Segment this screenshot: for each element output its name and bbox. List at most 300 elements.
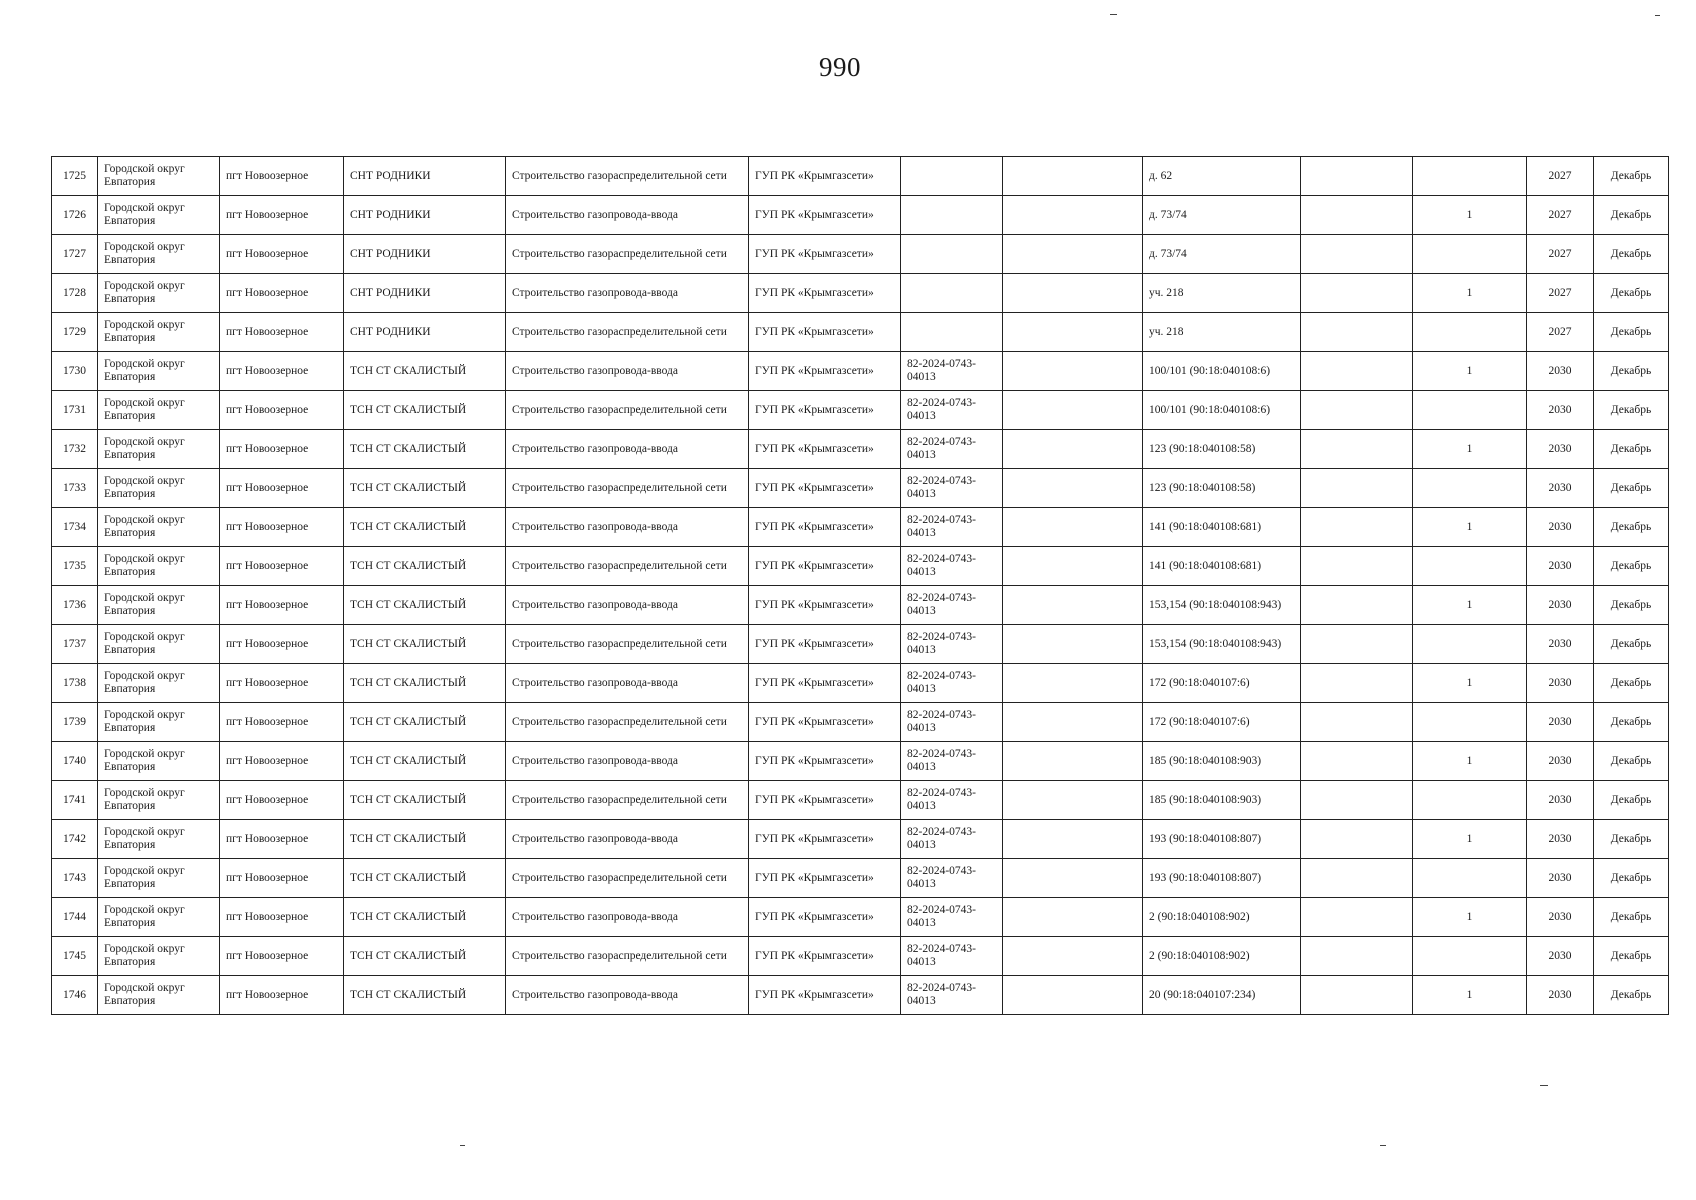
table-row (52, 235, 1669, 274)
address-cell: 20 (90:18:040107:234) (1143, 976, 1301, 1015)
quantity-cell (1413, 781, 1527, 820)
table-row (52, 976, 1669, 1015)
settlement-cell: пгт Новоозерное (220, 859, 344, 898)
quantity-cell: 1 (1413, 586, 1527, 625)
extra-cell (1003, 235, 1143, 274)
district-cell: Городской округ Евпатория (98, 196, 220, 235)
registration-number-cell: 82-2024-0743-04013 (901, 742, 1003, 781)
district-cell: Городской округ Евпатория (98, 430, 220, 469)
address-cell: 193 (90:18:040108:807) (1143, 859, 1301, 898)
work-type-cell: Строительство газораспределительной сети (506, 703, 749, 742)
table-row (52, 274, 1669, 313)
quantity-cell (1413, 391, 1527, 430)
work-type-cell: Строительство газопровода-ввода (506, 430, 749, 469)
month-cell: Декабрь (1594, 625, 1669, 664)
year-cell: 2027 (1527, 157, 1594, 196)
district-cell: Городской округ Евпатория (98, 469, 220, 508)
executor-cell: ГУП РК «Крымгазсети» (749, 157, 901, 196)
blank-cell (1301, 976, 1413, 1015)
extra-cell (1003, 664, 1143, 703)
quantity-cell: 1 (1413, 430, 1527, 469)
settlement-cell: пгт Новоозерное (220, 781, 344, 820)
district-cell: Городской округ Евпатория (98, 976, 220, 1015)
year-cell: 2030 (1527, 469, 1594, 508)
executor-cell: ГУП РК «Крымгазсети» (749, 274, 901, 313)
executor-cell: ГУП РК «Крымгазсети» (749, 430, 901, 469)
blank-cell (1301, 313, 1413, 352)
address-cell: 185 (90:18:040108:903) (1143, 781, 1301, 820)
registration-number-cell: 82-2024-0743-04013 (901, 430, 1003, 469)
extra-cell (1003, 781, 1143, 820)
executor-cell: ГУП РК «Крымгазсети» (749, 898, 901, 937)
blank-cell (1301, 898, 1413, 937)
district-cell: Городской округ Евпатория (98, 508, 220, 547)
organization-cell: ТСН СТ СКАЛИСТЫЙ (344, 547, 506, 586)
blank-cell (1301, 196, 1413, 235)
scan-speck (1380, 1145, 1386, 1146)
table-row (52, 781, 1669, 820)
district-cell: Городской округ Евпатория (98, 664, 220, 703)
year-cell: 2030 (1527, 352, 1594, 391)
settlement-cell: пгт Новоозерное (220, 469, 344, 508)
extra-cell (1003, 352, 1143, 391)
month-cell: Декабрь (1594, 859, 1669, 898)
settlement-cell: пгт Новоозерное (220, 898, 344, 937)
quantity-cell (1413, 625, 1527, 664)
quantity-cell: 1 (1413, 820, 1527, 859)
organization-cell: ТСН СТ СКАЛИСТЫЙ (344, 586, 506, 625)
organization-cell: ТСН СТ СКАЛИСТЫЙ (344, 469, 506, 508)
extra-cell (1003, 742, 1143, 781)
table-row (52, 703, 1669, 742)
row-number-cell: 1726 (52, 196, 98, 235)
row-number-cell: 1736 (52, 586, 98, 625)
table-row (52, 508, 1669, 547)
executor-cell: ГУП РК «Крымгазсети» (749, 781, 901, 820)
registration-number-cell (901, 157, 1003, 196)
blank-cell (1301, 664, 1413, 703)
district-cell: Городской округ Евпатория (98, 898, 220, 937)
organization-cell: СНТ РОДНИКИ (344, 235, 506, 274)
blank-cell (1301, 274, 1413, 313)
extra-cell (1003, 625, 1143, 664)
extra-cell (1003, 547, 1143, 586)
district-cell: Городской округ Евпатория (98, 859, 220, 898)
table-row (52, 820, 1669, 859)
registration-number-cell: 82-2024-0743-04013 (901, 547, 1003, 586)
year-cell: 2030 (1527, 508, 1594, 547)
month-cell: Декабрь (1594, 508, 1669, 547)
month-cell: Декабрь (1594, 157, 1669, 196)
table-row (52, 352, 1669, 391)
executor-cell: ГУП РК «Крымгазсети» (749, 352, 901, 391)
table-row (52, 625, 1669, 664)
registration-number-cell: 82-2024-0743-04013 (901, 508, 1003, 547)
organization-cell: СНТ РОДНИКИ (344, 157, 506, 196)
organization-cell: СНТ РОДНИКИ (344, 313, 506, 352)
settlement-cell: пгт Новоозерное (220, 352, 344, 391)
district-cell: Городской округ Евпатория (98, 157, 220, 196)
registration-number-cell: 82-2024-0743-04013 (901, 391, 1003, 430)
organization-cell: ТСН СТ СКАЛИСТЫЙ (344, 859, 506, 898)
row-number-cell: 1728 (52, 274, 98, 313)
address-cell: д. 62 (1143, 157, 1301, 196)
executor-cell: ГУП РК «Крымгазсети» (749, 703, 901, 742)
month-cell: Декабрь (1594, 898, 1669, 937)
month-cell: Декабрь (1594, 703, 1669, 742)
organization-cell: ТСН СТ СКАЛИСТЫЙ (344, 664, 506, 703)
month-cell: Декабрь (1594, 469, 1669, 508)
row-number-cell: 1727 (52, 235, 98, 274)
extra-cell (1003, 313, 1143, 352)
blank-cell (1301, 703, 1413, 742)
quantity-cell (1413, 313, 1527, 352)
row-number-cell: 1738 (52, 664, 98, 703)
registration-number-cell: 82-2024-0743-04013 (901, 976, 1003, 1015)
work-type-cell: Строительство газопровода-ввода (506, 898, 749, 937)
district-cell: Городской округ Евпатория (98, 274, 220, 313)
row-number-cell: 1740 (52, 742, 98, 781)
address-cell: 153,154 (90:18:040108:943) (1143, 625, 1301, 664)
table-body (52, 157, 1669, 1015)
address-cell: д. 73/74 (1143, 235, 1301, 274)
year-cell: 2030 (1527, 937, 1594, 976)
scan-speck (1655, 15, 1660, 16)
registry-table (51, 156, 1669, 1015)
month-cell: Декабрь (1594, 352, 1669, 391)
blank-cell (1301, 508, 1413, 547)
executor-cell: ГУП РК «Крымгазсети» (749, 742, 901, 781)
registration-number-cell: 82-2024-0743-04013 (901, 781, 1003, 820)
row-number-cell: 1742 (52, 820, 98, 859)
quantity-cell: 1 (1413, 976, 1527, 1015)
extra-cell (1003, 586, 1143, 625)
quantity-cell: 1 (1413, 664, 1527, 703)
organization-cell: ТСН СТ СКАЛИСТЫЙ (344, 508, 506, 547)
executor-cell: ГУП РК «Крымгазсети» (749, 937, 901, 976)
work-type-cell: Строительство газораспределительной сети (506, 391, 749, 430)
district-cell: Городской округ Евпатория (98, 937, 220, 976)
blank-cell (1301, 820, 1413, 859)
organization-cell: ТСН СТ СКАЛИСТЫЙ (344, 742, 506, 781)
extra-cell (1003, 937, 1143, 976)
table-row (52, 742, 1669, 781)
district-cell: Городской округ Евпатория (98, 352, 220, 391)
settlement-cell: пгт Новоозерное (220, 625, 344, 664)
extra-cell (1003, 157, 1143, 196)
registration-number-cell: 82-2024-0743-04013 (901, 625, 1003, 664)
executor-cell: ГУП РК «Крымгазсети» (749, 313, 901, 352)
registration-number-cell (901, 274, 1003, 313)
registration-number-cell: 82-2024-0743-04013 (901, 586, 1003, 625)
extra-cell (1003, 898, 1143, 937)
district-cell: Городской округ Евпатория (98, 742, 220, 781)
settlement-cell: пгт Новоозерное (220, 274, 344, 313)
row-number-cell: 1741 (52, 781, 98, 820)
quantity-cell: 1 (1413, 274, 1527, 313)
work-type-cell: Строительство газораспределительной сети (506, 625, 749, 664)
year-cell: 2030 (1527, 820, 1594, 859)
executor-cell: ГУП РК «Крымгазсети» (749, 235, 901, 274)
organization-cell: ТСН СТ СКАЛИСТЫЙ (344, 352, 506, 391)
quantity-cell (1413, 937, 1527, 976)
district-cell: Городской округ Евпатория (98, 235, 220, 274)
extra-cell (1003, 859, 1143, 898)
month-cell: Декабрь (1594, 391, 1669, 430)
executor-cell: ГУП РК «Крымгазсети» (749, 625, 901, 664)
year-cell: 2030 (1527, 898, 1594, 937)
row-number-cell: 1725 (52, 157, 98, 196)
blank-cell (1301, 859, 1413, 898)
month-cell: Декабрь (1594, 820, 1669, 859)
quantity-cell (1413, 235, 1527, 274)
settlement-cell: пгт Новоозерное (220, 742, 344, 781)
organization-cell: ТСН СТ СКАЛИСТЫЙ (344, 937, 506, 976)
month-cell: Декабрь (1594, 430, 1669, 469)
year-cell: 2030 (1527, 391, 1594, 430)
blank-cell (1301, 235, 1413, 274)
month-cell: Декабрь (1594, 937, 1669, 976)
registration-number-cell: 82-2024-0743-04013 (901, 469, 1003, 508)
organization-cell: ТСН СТ СКАЛИСТЫЙ (344, 625, 506, 664)
year-cell: 2030 (1527, 703, 1594, 742)
row-number-cell: 1734 (52, 508, 98, 547)
registration-number-cell: 82-2024-0743-04013 (901, 937, 1003, 976)
year-cell: 2030 (1527, 781, 1594, 820)
table-row (52, 664, 1669, 703)
work-type-cell: Строительство газопровода-ввода (506, 664, 749, 703)
registration-number-cell: 82-2024-0743-04013 (901, 859, 1003, 898)
extra-cell (1003, 430, 1143, 469)
address-cell: 141 (90:18:040108:681) (1143, 547, 1301, 586)
extra-cell (1003, 976, 1143, 1015)
district-cell: Городской округ Евпатория (98, 313, 220, 352)
row-number-cell: 1745 (52, 937, 98, 976)
row-number-cell: 1732 (52, 430, 98, 469)
year-cell: 2027 (1527, 313, 1594, 352)
year-cell: 2030 (1527, 859, 1594, 898)
blank-cell (1301, 781, 1413, 820)
quantity-cell: 1 (1413, 742, 1527, 781)
year-cell: 2027 (1527, 196, 1594, 235)
district-cell: Городской округ Евпатория (98, 586, 220, 625)
address-cell: 141 (90:18:040108:681) (1143, 508, 1301, 547)
address-cell: уч. 218 (1143, 274, 1301, 313)
row-number-cell: 1746 (52, 976, 98, 1015)
extra-cell (1003, 196, 1143, 235)
registration-number-cell: 82-2024-0743-04013 (901, 898, 1003, 937)
work-type-cell: Строительство газораспределительной сети (506, 937, 749, 976)
month-cell: Декабрь (1594, 976, 1669, 1015)
quantity-cell: 1 (1413, 898, 1527, 937)
address-cell: уч. 218 (1143, 313, 1301, 352)
organization-cell: СНТ РОДНИКИ (344, 196, 506, 235)
month-cell: Декабрь (1594, 781, 1669, 820)
extra-cell (1003, 703, 1143, 742)
organization-cell: ТСН СТ СКАЛИСТЫЙ (344, 898, 506, 937)
quantity-cell (1413, 157, 1527, 196)
quantity-cell: 1 (1413, 196, 1527, 235)
year-cell: 2030 (1527, 430, 1594, 469)
settlement-cell: пгт Новоозерное (220, 313, 344, 352)
table-row (52, 547, 1669, 586)
month-cell: Декабрь (1594, 664, 1669, 703)
blank-cell (1301, 430, 1413, 469)
address-cell: 193 (90:18:040108:807) (1143, 820, 1301, 859)
row-number-cell: 1731 (52, 391, 98, 430)
blank-cell (1301, 937, 1413, 976)
address-cell: 2 (90:18:040108:902) (1143, 937, 1301, 976)
registration-number-cell: 82-2024-0743-04013 (901, 664, 1003, 703)
row-number-cell: 1729 (52, 313, 98, 352)
table-row (52, 430, 1669, 469)
blank-cell (1301, 469, 1413, 508)
executor-cell: ГУП РК «Крымгазсети» (749, 508, 901, 547)
work-type-cell: Строительство газораспределительной сети (506, 469, 749, 508)
executor-cell: ГУП РК «Крымгазсети» (749, 391, 901, 430)
executor-cell: ГУП РК «Крымгазсети» (749, 664, 901, 703)
month-cell: Декабрь (1594, 586, 1669, 625)
executor-cell: ГУП РК «Крымгазсети» (749, 547, 901, 586)
year-cell: 2030 (1527, 586, 1594, 625)
work-type-cell: Строительство газораспределительной сети (506, 235, 749, 274)
registration-number-cell (901, 196, 1003, 235)
settlement-cell: пгт Новоозерное (220, 508, 344, 547)
blank-cell (1301, 742, 1413, 781)
work-type-cell: Строительство газопровода-ввода (506, 976, 749, 1015)
district-cell: Городской округ Евпатория (98, 625, 220, 664)
blank-cell (1301, 625, 1413, 664)
district-cell: Городской округ Евпатория (98, 820, 220, 859)
settlement-cell: пгт Новоозерное (220, 976, 344, 1015)
work-type-cell: Строительство газопровода-ввода (506, 274, 749, 313)
year-cell: 2030 (1527, 976, 1594, 1015)
settlement-cell: пгт Новоозерное (220, 703, 344, 742)
address-cell: 100/101 (90:18:040108:6) (1143, 391, 1301, 430)
table-row (52, 157, 1669, 196)
address-cell: 153,154 (90:18:040108:943) (1143, 586, 1301, 625)
blank-cell (1301, 157, 1413, 196)
settlement-cell: пгт Новоозерное (220, 586, 344, 625)
year-cell: 2030 (1527, 625, 1594, 664)
address-cell: 123 (90:18:040108:58) (1143, 469, 1301, 508)
work-type-cell: Строительство газопровода-ввода (506, 196, 749, 235)
organization-cell: ТСН СТ СКАЛИСТЫЙ (344, 820, 506, 859)
work-type-cell: Строительство газопровода-ввода (506, 352, 749, 391)
scan-speck (1540, 1085, 1548, 1086)
work-type-cell: Строительство газораспределительной сети (506, 313, 749, 352)
blank-cell (1301, 586, 1413, 625)
address-cell: 123 (90:18:040108:58) (1143, 430, 1301, 469)
month-cell: Декабрь (1594, 274, 1669, 313)
extra-cell (1003, 820, 1143, 859)
registration-number-cell: 82-2024-0743-04013 (901, 703, 1003, 742)
district-cell: Городской округ Евпатория (98, 391, 220, 430)
address-cell: 100/101 (90:18:040108:6) (1143, 352, 1301, 391)
work-type-cell: Строительство газопровода-ввода (506, 508, 749, 547)
month-cell: Декабрь (1594, 313, 1669, 352)
address-cell: 2 (90:18:040108:902) (1143, 898, 1301, 937)
scan-speck (460, 1145, 465, 1146)
quantity-cell (1413, 469, 1527, 508)
blank-cell (1301, 391, 1413, 430)
address-cell: 172 (90:18:040107:6) (1143, 664, 1301, 703)
quantity-cell: 1 (1413, 508, 1527, 547)
year-cell: 2030 (1527, 742, 1594, 781)
registration-number-cell: 82-2024-0743-04013 (901, 352, 1003, 391)
table-row (52, 898, 1669, 937)
quantity-cell (1413, 703, 1527, 742)
organization-cell: ТСН СТ СКАЛИСТЫЙ (344, 391, 506, 430)
extra-cell (1003, 469, 1143, 508)
row-number-cell: 1744 (52, 898, 98, 937)
executor-cell: ГУП РК «Крымгазсети» (749, 976, 901, 1015)
row-number-cell: 1735 (52, 547, 98, 586)
settlement-cell: пгт Новоозерное (220, 235, 344, 274)
month-cell: Декабрь (1594, 235, 1669, 274)
registration-number-cell (901, 235, 1003, 274)
table-row (52, 586, 1669, 625)
district-cell: Городской округ Евпатория (98, 703, 220, 742)
year-cell: 2030 (1527, 547, 1594, 586)
registration-number-cell: 82-2024-0743-04013 (901, 820, 1003, 859)
extra-cell (1003, 391, 1143, 430)
row-number-cell: 1733 (52, 469, 98, 508)
table-row (52, 313, 1669, 352)
organization-cell: ТСН СТ СКАЛИСТЫЙ (344, 976, 506, 1015)
organization-cell: СНТ РОДНИКИ (344, 274, 506, 313)
quantity-cell (1413, 547, 1527, 586)
work-type-cell: Строительство газопровода-ввода (506, 820, 749, 859)
organization-cell: ТСН СТ СКАЛИСТЫЙ (344, 430, 506, 469)
row-number-cell: 1730 (52, 352, 98, 391)
executor-cell: ГУП РК «Крымгазсети» (749, 469, 901, 508)
page-number: 990 (819, 52, 861, 82)
quantity-cell: 1 (1413, 352, 1527, 391)
month-cell: Декабрь (1594, 547, 1669, 586)
year-cell: 2030 (1527, 664, 1594, 703)
month-cell: Декабрь (1594, 742, 1669, 781)
settlement-cell: пгт Новоозерное (220, 196, 344, 235)
work-type-cell: Строительство газораспределительной сети (506, 547, 749, 586)
table-row (52, 469, 1669, 508)
settlement-cell: пгт Новоозерное (220, 157, 344, 196)
executor-cell: ГУП РК «Крымгазсети» (749, 196, 901, 235)
row-number-cell: 1743 (52, 859, 98, 898)
executor-cell: ГУП РК «Крымгазсети» (749, 586, 901, 625)
extra-cell (1003, 508, 1143, 547)
row-number-cell: 1737 (52, 625, 98, 664)
table-row (52, 937, 1669, 976)
work-type-cell: Строительство газопровода-ввода (506, 742, 749, 781)
settlement-cell: пгт Новоозерное (220, 664, 344, 703)
settlement-cell: пгт Новоозерное (220, 820, 344, 859)
table-row (52, 391, 1669, 430)
quantity-cell (1413, 859, 1527, 898)
settlement-cell: пгт Новоозерное (220, 937, 344, 976)
executor-cell: ГУП РК «Крымгазсети» (749, 820, 901, 859)
work-type-cell: Строительство газопровода-ввода (506, 586, 749, 625)
row-number-cell: 1739 (52, 703, 98, 742)
work-type-cell: Строительство газораспределительной сети (506, 781, 749, 820)
table-row (52, 196, 1669, 235)
year-cell: 2027 (1527, 274, 1594, 313)
work-type-cell: Строительство газораспределительной сети (506, 859, 749, 898)
district-cell: Городской округ Евпатория (98, 547, 220, 586)
scan-speck (1110, 14, 1117, 15)
work-type-cell: Строительство газораспределительной сети (506, 157, 749, 196)
blank-cell (1301, 547, 1413, 586)
